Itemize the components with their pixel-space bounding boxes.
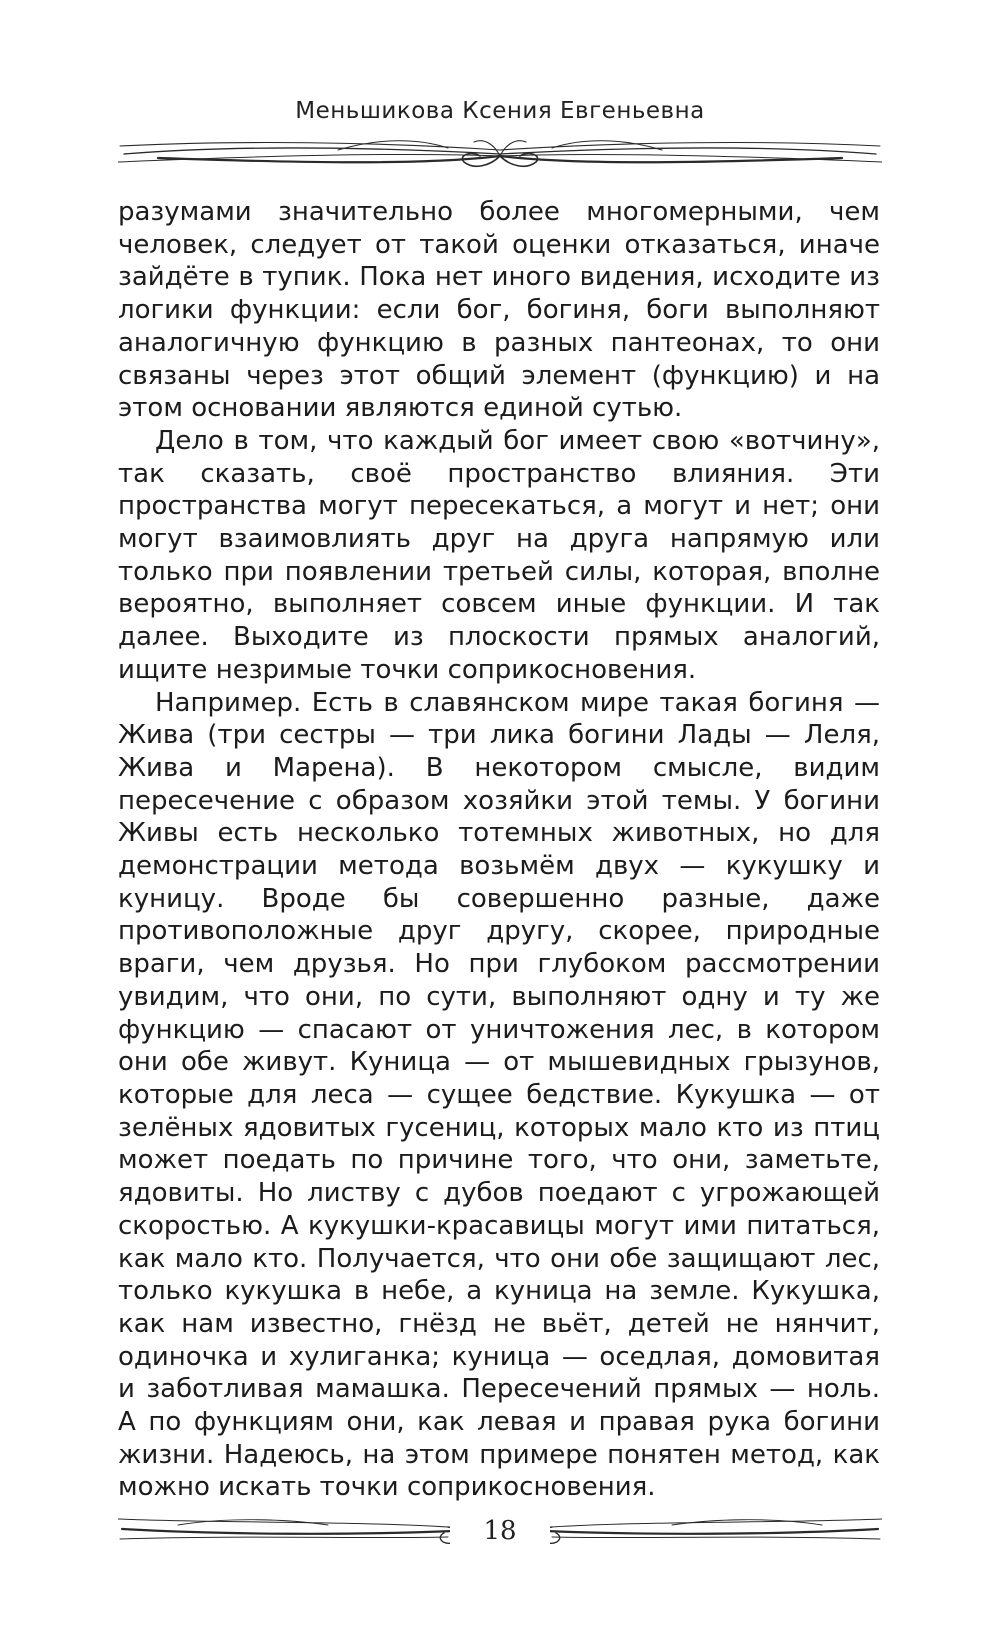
paragraph: Например. Есть в славянском мире такая богиня — Жива (три сестры — три лика богини Лады — Леля, Жива и Марена). В некотором смысле, видим пересечение с образом хозяйки этой темы. У богини Живы есть несколько тотемных животных, но для демонстрации метода возьмём двух — кукушку и куницу. Вроде бы совершенно разные, даже противоположные друг другу, скорее, природные враги, чем друзья. Но при глубоком рассмотрении увидим, что они, по сути, выполняют одну и ту же функцию — спасают от уничтожения лес, в котором они обе живут. Куница — от мышевидных грызунов, которые для леса — сущее бедствие. Кукушка — от зелёных ядовитых гусениц, которых мало кто из птиц может поедать по причине того, что они, заметьте, ядовиты. Но листву с дубов поедают с угрожающей скоростью. А кукушки-красавицы могут ими питаться, как мало кто. Получается, что они обе защищают лес, только кукушка в небе, а куница на земле. Кукушка, как нам известно, гнёзд не вьёт, детей не нянчит, одиночка и хулиганка; куница — оседлая, домовитая и заботливая мамашка. Пересечений прямых — ноль. А по функциям они, как левая и правая рука богини жизни. Надеюсь, на этом примере понятен метод, как можно искать точки соприкосновения. xyxy=(118,687,880,1503)
paragraph: Дело в том, что каждый бог имеет свою «вотчину», так сказать, своё пространство влияния. Эти пространства могут пересекаться, а могут и нет; они могут взаимовлиять друг на друга напрямую или только при появлении третьей силы, которая, вполне вероятно, выполняет совсем иные функции. И так далее. Выходите из плоскости прямых аналогий, ищите незримые точки соприкосновения. xyxy=(118,425,880,685)
page-number: 18 xyxy=(450,1509,550,1553)
running-header-author: Меньшикова Ксения Евгеньевна xyxy=(295,98,705,124)
paragraph: разумами значительно более многомерными, чем человек, следует от такой оценки отказаться, иначе зайдёте в тупик. Пока нет иного видения, исходите из логики функции: если бог, богиня, боги выполняют аналогичную функцию в разных пантеонах, то они связаны через этот общий элемент (функцию) и на этом основании являются единой сутью. xyxy=(118,197,880,424)
scroll-flourish-icon xyxy=(118,132,882,176)
main-text xyxy=(118,196,880,1504)
